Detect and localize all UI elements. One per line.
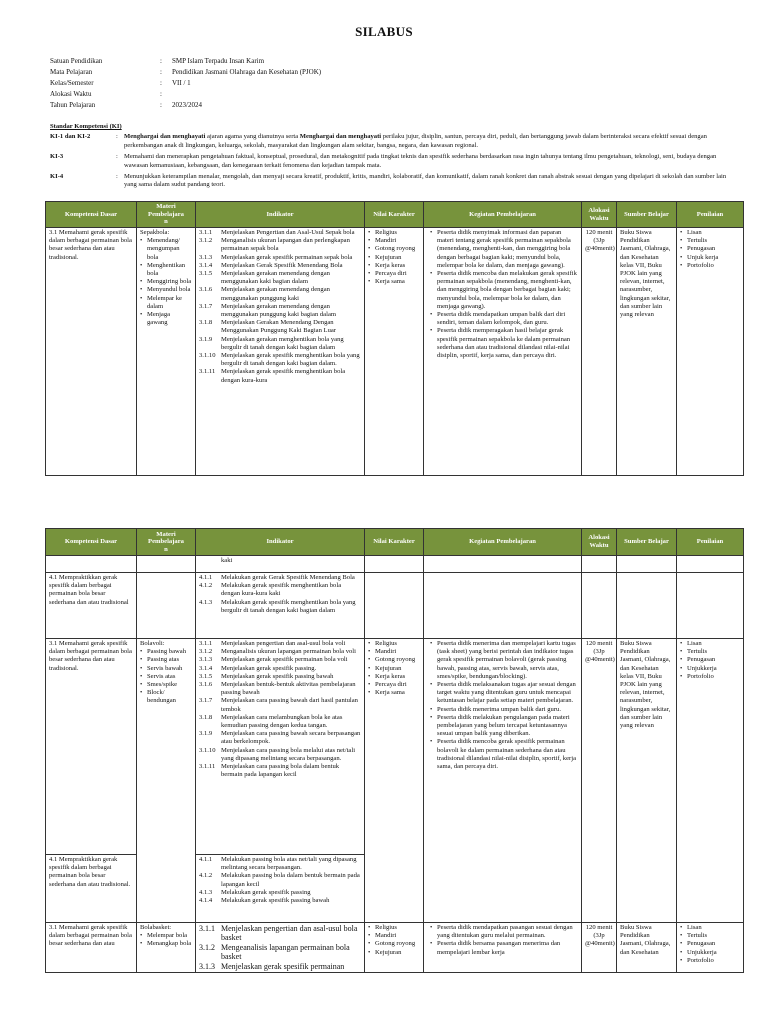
header-penilaian: Penilaian <box>677 202 744 228</box>
list-item: 3.1.5 Menjelaskan gerak spesifik passing bawah <box>199 672 334 680</box>
ki-code: KI-4 <box>50 173 64 181</box>
list-item: • Peserta didik menyimak informasi dan paparan materi tentang gerak spesifik permainan sepakbola (menendang, menghenti-kan, dan menggiring bola dengan berbagai bagian kaki; menyundul bola, melempar bola ke dalam, dan menjaga gawang). <box>427 229 578 270</box>
list-item: • Servis bawah <box>140 665 192 673</box>
syllabus-table-1 <box>45 201 744 476</box>
info-value: VII / 1 <box>172 79 191 87</box>
page-title: SILABUS <box>355 24 413 39</box>
list-item: 3.1.2 Mengeanalisis lapangan permainan bola basket <box>199 942 350 962</box>
list-item: • Lisan <box>680 640 740 648</box>
ki-heading: Standar Kompetensi (KI) <box>50 123 122 130</box>
list-item: • Penugasan <box>680 940 740 948</box>
list-item: • Passing bawah <box>140 648 192 656</box>
list-item: • Melempar ke dalam <box>140 295 192 311</box>
list-item: • Kejujuran <box>368 949 420 957</box>
list-item: 3.1.2 Menganalisis ukuran lapangan dan perlengkapan permainan sepak bola <box>199 237 350 253</box>
alokasi-cell: 120 menit (3Jp @40menit) <box>582 923 617 973</box>
list-item: • Smes/spike <box>140 681 192 689</box>
table-row <box>46 639 744 855</box>
kd-cell: 4.1 Mempraktikkan gerak spesifik dalam berbagai permainan bola besar sederhana dan atau tradisional. <box>46 855 137 923</box>
sumber-cell: Buku Siswa Pendidikan Jasmani, Olahraga, dan Kesehatan kelas VII, Buku PJOK lain yang relevan, internet, narasumber, lingkungan sekitar, dan sumber lain yang relevan <box>617 228 677 476</box>
list-item: 3.1.4 Menjelaskan Gerak Spesifik Menendang Bola <box>199 261 343 269</box>
list-item: • Mandiri <box>368 648 420 656</box>
ki-text: Memahami dan menerapkan pengetahuan faktual, konseptual, prosedural, dan metakognitif pada tingkat teknis dan spesifik sederhana berdasarkan rasa ingin tahunya tentang ilmu pengetahuan, teknologi, seni, budaya dengan wawasan kemanusiaan, kebangsaan, dan kenegaraan terkait fenomena dan kejadian tampak mata. <box>124 153 717 169</box>
list-item: • Portofolio <box>680 673 740 681</box>
indikator-cell <box>196 639 365 855</box>
header-nilai: Nilai Karakter <box>365 529 424 556</box>
list-item: 3.1.10 Menjelaskan cara passing bola melalui atas net/tali yang dipasang melintang secara berpasangan. <box>199 746 356 762</box>
list-item: • Menangkap bola <box>140 940 192 948</box>
materi-cell: Bolavoli: • Passing bawah • Passing atas • Servis bawah • Servis atas • Smes/spike • Block/ bendungan <box>137 639 196 923</box>
list-item: • Tertulis <box>680 648 740 656</box>
list-item: 3.1.2 Menganalisis ukuran lapangan permainan bola voli <box>199 648 356 656</box>
header-indikator: Indikator <box>196 529 365 556</box>
list-item: • Peserta didik melakukan pengulangan pada materi pembelajaran yang belum tercapai ketuntasannya sesuai umpan balik yang diberikan. <box>427 714 578 739</box>
header-materi: Materi Pembelajara n <box>137 529 196 556</box>
ki-code: KI-1 dan KI-2 <box>50 133 91 141</box>
list-item: • Menendang/ mengumpan bola <box>140 237 192 262</box>
kd-cell: 3.1 Memahami gerak spesifik dalam berbagai permainan bola besar sederhana dan atau <box>46 923 137 973</box>
list-item: • Percaya diri <box>368 681 420 689</box>
nilai-cell <box>365 639 424 923</box>
list-item: • Kerja keras <box>368 262 420 270</box>
kegiatan-cell <box>424 639 582 923</box>
syllabus-table-2 <box>45 528 744 973</box>
list-item: • Peserta didik menerima dan mempelajari kartu tugas (task sheet) yang berisi perintah dan indikator tugas gerak spesifik permainan bolavoli (gerak passing bawah, passing atas, servis bawah, servis atas, smes/spike, bendungan/blocking). <box>427 640 578 681</box>
sumber-cell: Buku Siswa Pendidikan Jasmani, Olahraga, dan Kesehatan kelas VII, Buku PJOK lain yang relevan, internet, narasumber, lingkungan sekitar, dan sumber lain yang relevan <box>617 639 677 923</box>
list-item: • Tertulis <box>680 932 740 940</box>
table-header-row <box>46 529 744 556</box>
list-item: • Peserta didik bersama pasangan menerima dan mempelajari lembar kerja <box>427 940 578 956</box>
indikator-cell <box>196 228 365 476</box>
list-item: 3.1.10 Menjelaskan gerak spesifik menghentikan bola yang bergulir di tanah dengan kaki bagian dalam. <box>199 352 360 368</box>
list-item: 3.1.3 Menjelaskan gerak spesifik permainan <box>199 961 345 971</box>
info-value <box>172 89 720 100</box>
indikator-cell <box>196 923 365 973</box>
list-item: 3.1.6 Menjelaskan bentuk-bentuk aktivitas pembelajaran passing bawah <box>199 681 356 697</box>
ki-text: Menghargai dan menghayati ajaran agama yang dianutnya serta Menghargai dan menghayati perilaku jujur, disiplin, santun, percaya diri, peduli, dan bertanggung jawab dalam berinteraksi secara efektif sesuai dengan perkembangan anak di lingkungan, keluarga, sekolah, masyarakat dan lingkungan alam sekitar, bangsa, negara, dan kawasan regional. <box>124 133 707 149</box>
list-item: • Religius <box>368 640 420 648</box>
header-kd: Kompetensi Dasar <box>46 529 137 556</box>
ki-row: KI-3 : Memahami dan menerapkan pengetahuan faktual, konseptual, prosedural, dan metakognitif pada tingkat teknis dan spesifik sederhana berdasarkan rasa ingin tahunya tentang ilmu pengetahuan, teknologi, seni, budaya dengan wawasan kemanusiaan, kebangsaan, dan kenegaraan terkait fenomena dan kejadian tampak mata. <box>50 153 740 170</box>
header-alokasi: Alokasi Waktu <box>582 202 617 228</box>
list-item: • Kerja sama <box>368 278 420 286</box>
list-item: 3.1.11 Menjelaskan cara passing bola dalam bentuk bermain pada lapangan kecil <box>199 763 340 779</box>
list-item: • Peserta didik mencoba dan melakukan gerak spesifik permainan sepakbola (menendang, menghenti-kan, dan menggiring bola dengan berbagai bagian kaki; menyundul bola, melempar bola ke dalam, dan menjaga gawang). <box>427 270 578 311</box>
list-item: 3.1.1 Menjelaskan pengertian dan asal-usul bola basket <box>199 924 358 943</box>
list-item: 3.1.11 Menjelaskan gerak spesifik menghentikan bola dengan kura-kura <box>199 368 346 384</box>
list-item: 3.1.7 Menjelaskan cara passing bawah dari hasil pantulan tembok <box>199 697 358 713</box>
info-row: Satuan Pendidikan : SMP Islam Terpadu Insan Karim <box>50 56 720 67</box>
list-item: 3.1.8 Menjelaskan Gerakan Menendang Dengan Menggunakan Punggung Kaki Bagian Luar <box>199 319 337 335</box>
list-item: 4.1.4 Melakukan gerak spesifik passing bawah <box>199 897 330 905</box>
indikator-cell: kaki <box>196 556 365 573</box>
list-item: • Lisan <box>680 924 740 932</box>
list-item: • Menghentikan bola <box>140 262 192 278</box>
list-item: • Mandiri <box>368 932 420 940</box>
list-item: • Portofolio <box>680 262 740 270</box>
list-item: • Block/ bendungan <box>140 689 192 705</box>
table-row <box>46 228 744 476</box>
list-item: 3.1.7 Menjelaskan gerakan menendang dengan menggunakan punggung kaki bagian dalam <box>199 302 336 319</box>
list-item: • Gotong royong <box>368 940 420 948</box>
list-item: • Lisan <box>680 229 740 237</box>
info-row: Kelas/Semester : VII / 1 <box>50 78 720 89</box>
header-kegiatan: Kegiatan Pembelajaran <box>424 529 582 556</box>
indikator-cell <box>196 855 365 923</box>
info-key: Mata Pelajaran <box>50 68 93 76</box>
info-key: Tahun Pelajaran <box>50 101 96 109</box>
header-penilaian: Penilaian <box>677 529 744 556</box>
list-item: • Melempar bola <box>140 932 192 940</box>
list-item: 3.1.9 Menjelaskan cara passing bawah secara berpasangan atau berkelompok. <box>199 730 361 746</box>
list-item: 3.1.1 Menjelaskan Pengertian dan Asal-Usul Sepak bola <box>199 229 355 236</box>
info-value: SMP Islam Terpadu Insan Karim <box>172 57 265 65</box>
list-item: 4.1.1 Melakukan passing bola atas net/tali yang dipasang melintang secara berpasangan. <box>199 856 357 872</box>
list-item: • Tertulis <box>680 237 740 245</box>
list-item: 3.1.9 Menjelaskan gerakan menghentikan bola yang bergulir di tanah dengan kaki bagian dalam <box>199 335 344 351</box>
alokasi-cell: 120 menit (3Jp @40menit) <box>582 639 617 923</box>
table-header-row <box>46 202 744 228</box>
info-key: Satuan Pendidikan <box>50 57 103 65</box>
list-item: 4.1.2 Melakukan gerak spesifik menghentikan bola dengan kura-kura kaki <box>199 582 342 598</box>
list-item: 4.1.3 Melakukan gerak spesifik menghentikan bola yang bergulir di tanah dengan kaki bagian dalam <box>199 598 356 614</box>
materi-cell: Bolabasket: • Melempar bola • Menangkap bola <box>137 923 196 973</box>
list-item: • Unjukkerja <box>680 665 740 673</box>
list-item: • Kejujuran <box>368 254 420 262</box>
list-item: • Peserta didik memperagakan hasil belajar gerak spesifik permainan sepakbola ke dalam permainan sederhana dan atau tradisional dilandasi nilai-nilai disiplin, sportif, kerja sama, dan percaya diri. <box>427 327 578 360</box>
kd-cell: 3.1 Memahami gerak spesifik dalam berbagai permainan bola besar sederhana dan atau tradisional. <box>46 228 137 476</box>
list-item: • Gotong royong <box>368 656 420 664</box>
ki-text: Menunjukkan keterampilan menalar, mengolah, dan menyaji secara kreatif, produktif, kritis, mandiri, kolaboratif, dan komunikatif, dalam ranah konkret dan ranah abstrak sesuai dengan yang dipelajari di sekolah dan sumber lain yang sama dalam sudut pandang teori. <box>124 173 727 189</box>
table-row <box>46 573 744 639</box>
list-item: • Menjaga gawang <box>140 311 192 327</box>
list-item: 4.1.1 Melakukan gerak Gerak Spesifik Menendang Bola <box>199 574 355 581</box>
header-materi: Materi Pembelajara n <box>137 202 196 228</box>
header-kegiatan: Kegiatan Pembelajaran <box>424 202 582 228</box>
alokasi-cell: 120 menit (3Jp @40menit) <box>582 228 617 476</box>
list-item: 4.1.2 Melakukan passing bola dalam bentuk bermain pada lapangan kecil <box>199 872 360 888</box>
list-item: • Religius <box>368 924 420 932</box>
ki-block <box>50 123 740 193</box>
list-item: • Kerja sama <box>368 689 420 697</box>
list-item: • Unjukkerja <box>680 949 740 957</box>
list-item: • Portofolio <box>680 957 740 965</box>
kegiatan-cell <box>424 923 582 973</box>
list-item: • Passing atas <box>140 656 192 664</box>
sumber-cell: Buku Siswa Pendidikan Jasmani, Olahraga, dan Kesehatan <box>617 923 677 973</box>
list-item: 3.1.6 Menjelaskan gerakan menendang dengan menggunakan punggung kaki <box>199 286 330 302</box>
list-item: • Penugasan <box>680 245 740 253</box>
header-kd: Kompetensi Dasar <box>46 202 137 228</box>
info-value: Pendidikan Jasmani Olahraga dan Kesehatan (PJOK) <box>172 68 322 76</box>
list-item: • Kejujuran <box>368 665 420 673</box>
list-item: • Peserta didik menerima umpan balik dari guru. <box>427 706 578 714</box>
list-item: 3.1.1 Menjelaskan pengertian dan asal-usul bola voli <box>199 640 346 647</box>
list-item: • Peserta didik mencoba gerak spesifik permainan bolavoli ke dalam permainan sederhana dan atau tradisional dilandasi nilai-nilai disiplin, sportif, kerja sama, dan percaya diri. <box>427 738 578 771</box>
list-item: • Unjuk kerja <box>680 254 740 262</box>
info-key: Alokasi Waktu <box>50 90 92 98</box>
list-item: • Peserta didik melaksanakan tugas ajar sesuai dengan target waktu yang ditentukan guru untuk mencapai ketuntasan belajar pada setiap materi pembelajaran. <box>427 681 578 706</box>
list-item: • Kerja keras <box>368 673 420 681</box>
kd-cell: 4.1 Mempraktikkan gerak spesifik dalam berbagai permainan bola besar sederhana dan atau tradisional <box>46 573 137 639</box>
header-sumber: Sumber Belajar <box>617 529 677 556</box>
header-indikator: Indikator <box>196 202 365 228</box>
list-item: • Penugasan <box>680 656 740 664</box>
header-nilai: Nilai Karakter <box>365 202 424 228</box>
ki-row: KI-4 : Menunjukkan keterampilan menalar, mengolah, dan menyaji secara kreatif, produktif, kritis, mandiri, kolaboratif, dan komunikatif, dalam ranah konkret dan ranah abstrak sesuai dengan yang dipelajari di sekolah dan sumber lain yang sama dalam sudut pandang teori. <box>50 173 740 190</box>
kd-cell: 3.1 Memahami gerak spesifik dalam berbagai permainan bola besar sederhana dan atau tradisional. <box>46 639 137 855</box>
nilai-cell <box>365 923 424 973</box>
penilaian-cell <box>677 228 744 476</box>
ki-code: KI-3 <box>50 153 64 161</box>
list-item: 3.1.8 Menjelaskan cara melambungkan bola ke atas kemudian passing dengan kedua tangan. <box>199 713 343 730</box>
table-row <box>46 556 744 573</box>
list-item: • Peserta didik mendapatkan umpan balik dari diri sendiri, teman dalam kelompok, dan guru. <box>427 311 578 327</box>
list-item: • Servis atas <box>140 673 192 681</box>
info-value: 2023/2024 <box>172 101 202 109</box>
list-item: 4.1.3 Melakukan gerak spesifik passing <box>199 888 311 896</box>
penilaian-cell <box>677 639 744 923</box>
materi-cell: Sepakbola: • Menendang/ mengumpan bola • Menghentikan bola • Menggiring bola • Menyundul bola • Melempar ke dalam • Menjaga gawang <box>137 228 196 476</box>
list-item: • Mandiri <box>368 237 420 245</box>
list-item: • Religius <box>368 229 420 237</box>
info-row: Tahun Pelajaran : 2023/2024 <box>50 100 720 111</box>
list-item: • Menyundul bola <box>140 286 192 294</box>
list-item: 3.1.3 Menjelaskan gerak spesifik permainan sepak bola <box>199 253 353 261</box>
list-item: 3.1.5 Menjelaskan gerakan menendang dengan menggunakan kaki bagian dalam <box>199 270 330 286</box>
list-item: 3.1.3 Menjelaskan gerak spesifik permainan bola voli <box>199 656 348 664</box>
list-item: • Menggiring bola <box>140 278 192 286</box>
info-key: Kelas/Semester <box>50 79 94 87</box>
penilaian-cell <box>677 923 744 973</box>
nilai-cell <box>365 228 424 476</box>
list-item: • Peserta didik mendapatkan pasangan sesuai dengan yang ditentukan guru melalui permainan. <box>427 924 578 940</box>
header-sumber: Sumber Belajar <box>617 202 677 228</box>
list-item: 3.1.4 Menjelaskan gerak spesifik passing. <box>199 664 317 672</box>
header-alokasi: Alokasi Waktu <box>582 529 617 556</box>
info-row: Mata Pelajaran : Pendidikan Jasmani Olahraga dan Kesehatan (PJOK) <box>50 67 720 78</box>
list-item: • Percaya diri <box>368 270 420 278</box>
info-row: Alokasi Waktu : <box>50 89 720 100</box>
info-block <box>50 56 720 111</box>
list-item: • Gotong royong <box>368 245 420 253</box>
indikator-cell <box>196 573 365 639</box>
table-row <box>46 923 744 973</box>
ki-row: KI-1 dan KI-2 : Menghargai dan menghayati ajaran agama yang dianutnya serta Menghargai dan menghayati perilaku jujur, disiplin, santun, percaya diri, peduli, dan bertanggung jawab dalam berinteraksi secara efektif sesuai dengan perkembangan anak di lingkungan, keluarga, sekolah, masyarakat dan lingkungan alam sekitar, bangsa, negara, dan kawasan regional. <box>50 133 740 150</box>
kegiatan-cell <box>424 228 582 476</box>
